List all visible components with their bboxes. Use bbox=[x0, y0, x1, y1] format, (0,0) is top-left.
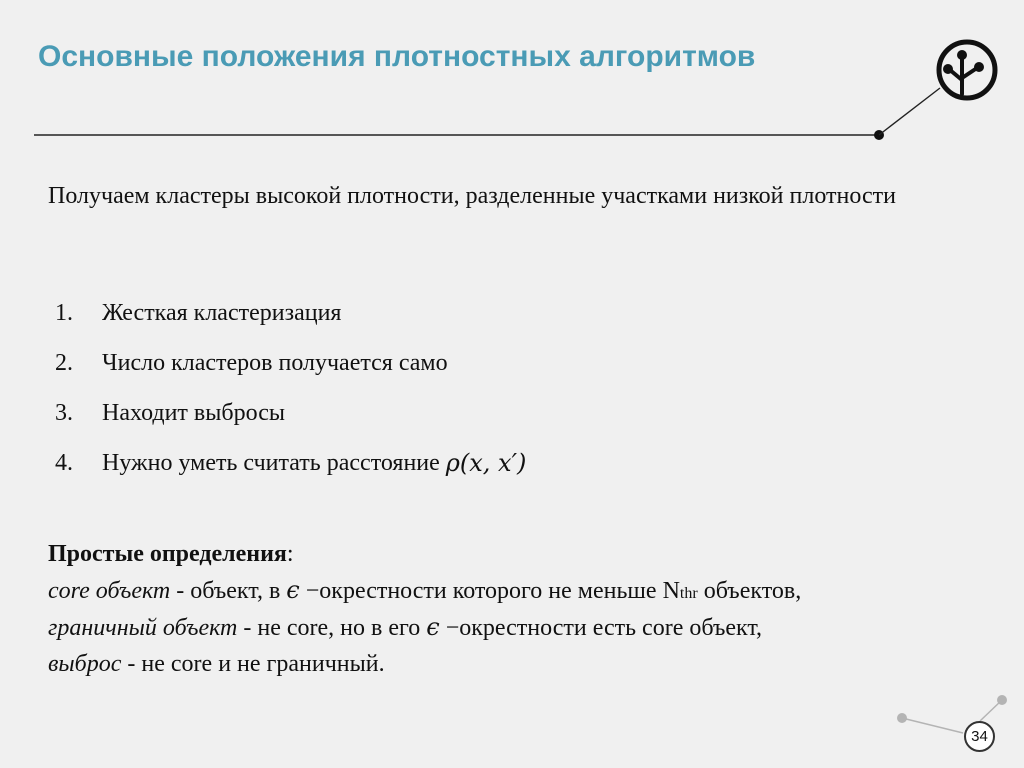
divider-end-dot bbox=[874, 130, 884, 140]
list-item bbox=[55, 288, 526, 338]
logo-connector bbox=[879, 88, 940, 135]
definitions-heading-colon: : bbox=[286, 541, 294, 567]
feature-list bbox=[55, 288, 526, 488]
definition-term: выброс bbox=[48, 651, 122, 677]
page-number: 34 bbox=[964, 721, 995, 752]
definition-text: - не core и не граничный. bbox=[121, 651, 385, 677]
definition-term: граничный объект bbox=[48, 615, 238, 641]
definition-text: объектов, bbox=[697, 578, 802, 604]
list-item-text: Находит выбросы bbox=[102, 399, 285, 426]
definition-text: −окрестности есть core объект, bbox=[439, 615, 763, 641]
definition-text: −окрестности которого не меньше N bbox=[299, 578, 680, 604]
list-item-text: Число кластеров получается само bbox=[102, 349, 448, 376]
definition-text: - объект, в bbox=[170, 578, 287, 604]
definition-core bbox=[48, 572, 1018, 609]
branch-logo-icon bbox=[939, 42, 995, 98]
list-item bbox=[55, 438, 526, 488]
definition-border bbox=[48, 609, 1018, 646]
slide-title: Основные положения плотностных алгоритмов bbox=[38, 40, 756, 73]
list-item-text: Жесткая кластеризация bbox=[102, 299, 342, 326]
definition-outlier bbox=[48, 646, 1018, 682]
definitions-heading-line bbox=[48, 536, 1018, 572]
list-item-number: 4. bbox=[55, 449, 73, 476]
intro-text: Получаем кластеры высокой плотности, разделенные участками низкой плотности bbox=[48, 183, 896, 209]
list-item-text: Нужно уметь считать расстояние bbox=[102, 449, 440, 476]
epsilon-symbol: ϵ bbox=[426, 613, 440, 641]
distance-formula: ρ(x, x′) bbox=[445, 449, 527, 477]
definition-term: core объект bbox=[48, 578, 171, 604]
definitions-heading: Простые определения bbox=[48, 541, 287, 567]
threshold-subscript: thr bbox=[679, 585, 698, 602]
list-item bbox=[55, 388, 526, 438]
list-item-number: 2. bbox=[55, 349, 73, 376]
list-item-number: 3. bbox=[55, 399, 73, 426]
list-item-number: 1. bbox=[55, 299, 73, 326]
list-item bbox=[55, 338, 526, 388]
definition-text: - не core, но в его bbox=[237, 615, 427, 641]
epsilon-symbol: ϵ bbox=[286, 576, 300, 604]
definitions-block bbox=[48, 536, 1018, 682]
